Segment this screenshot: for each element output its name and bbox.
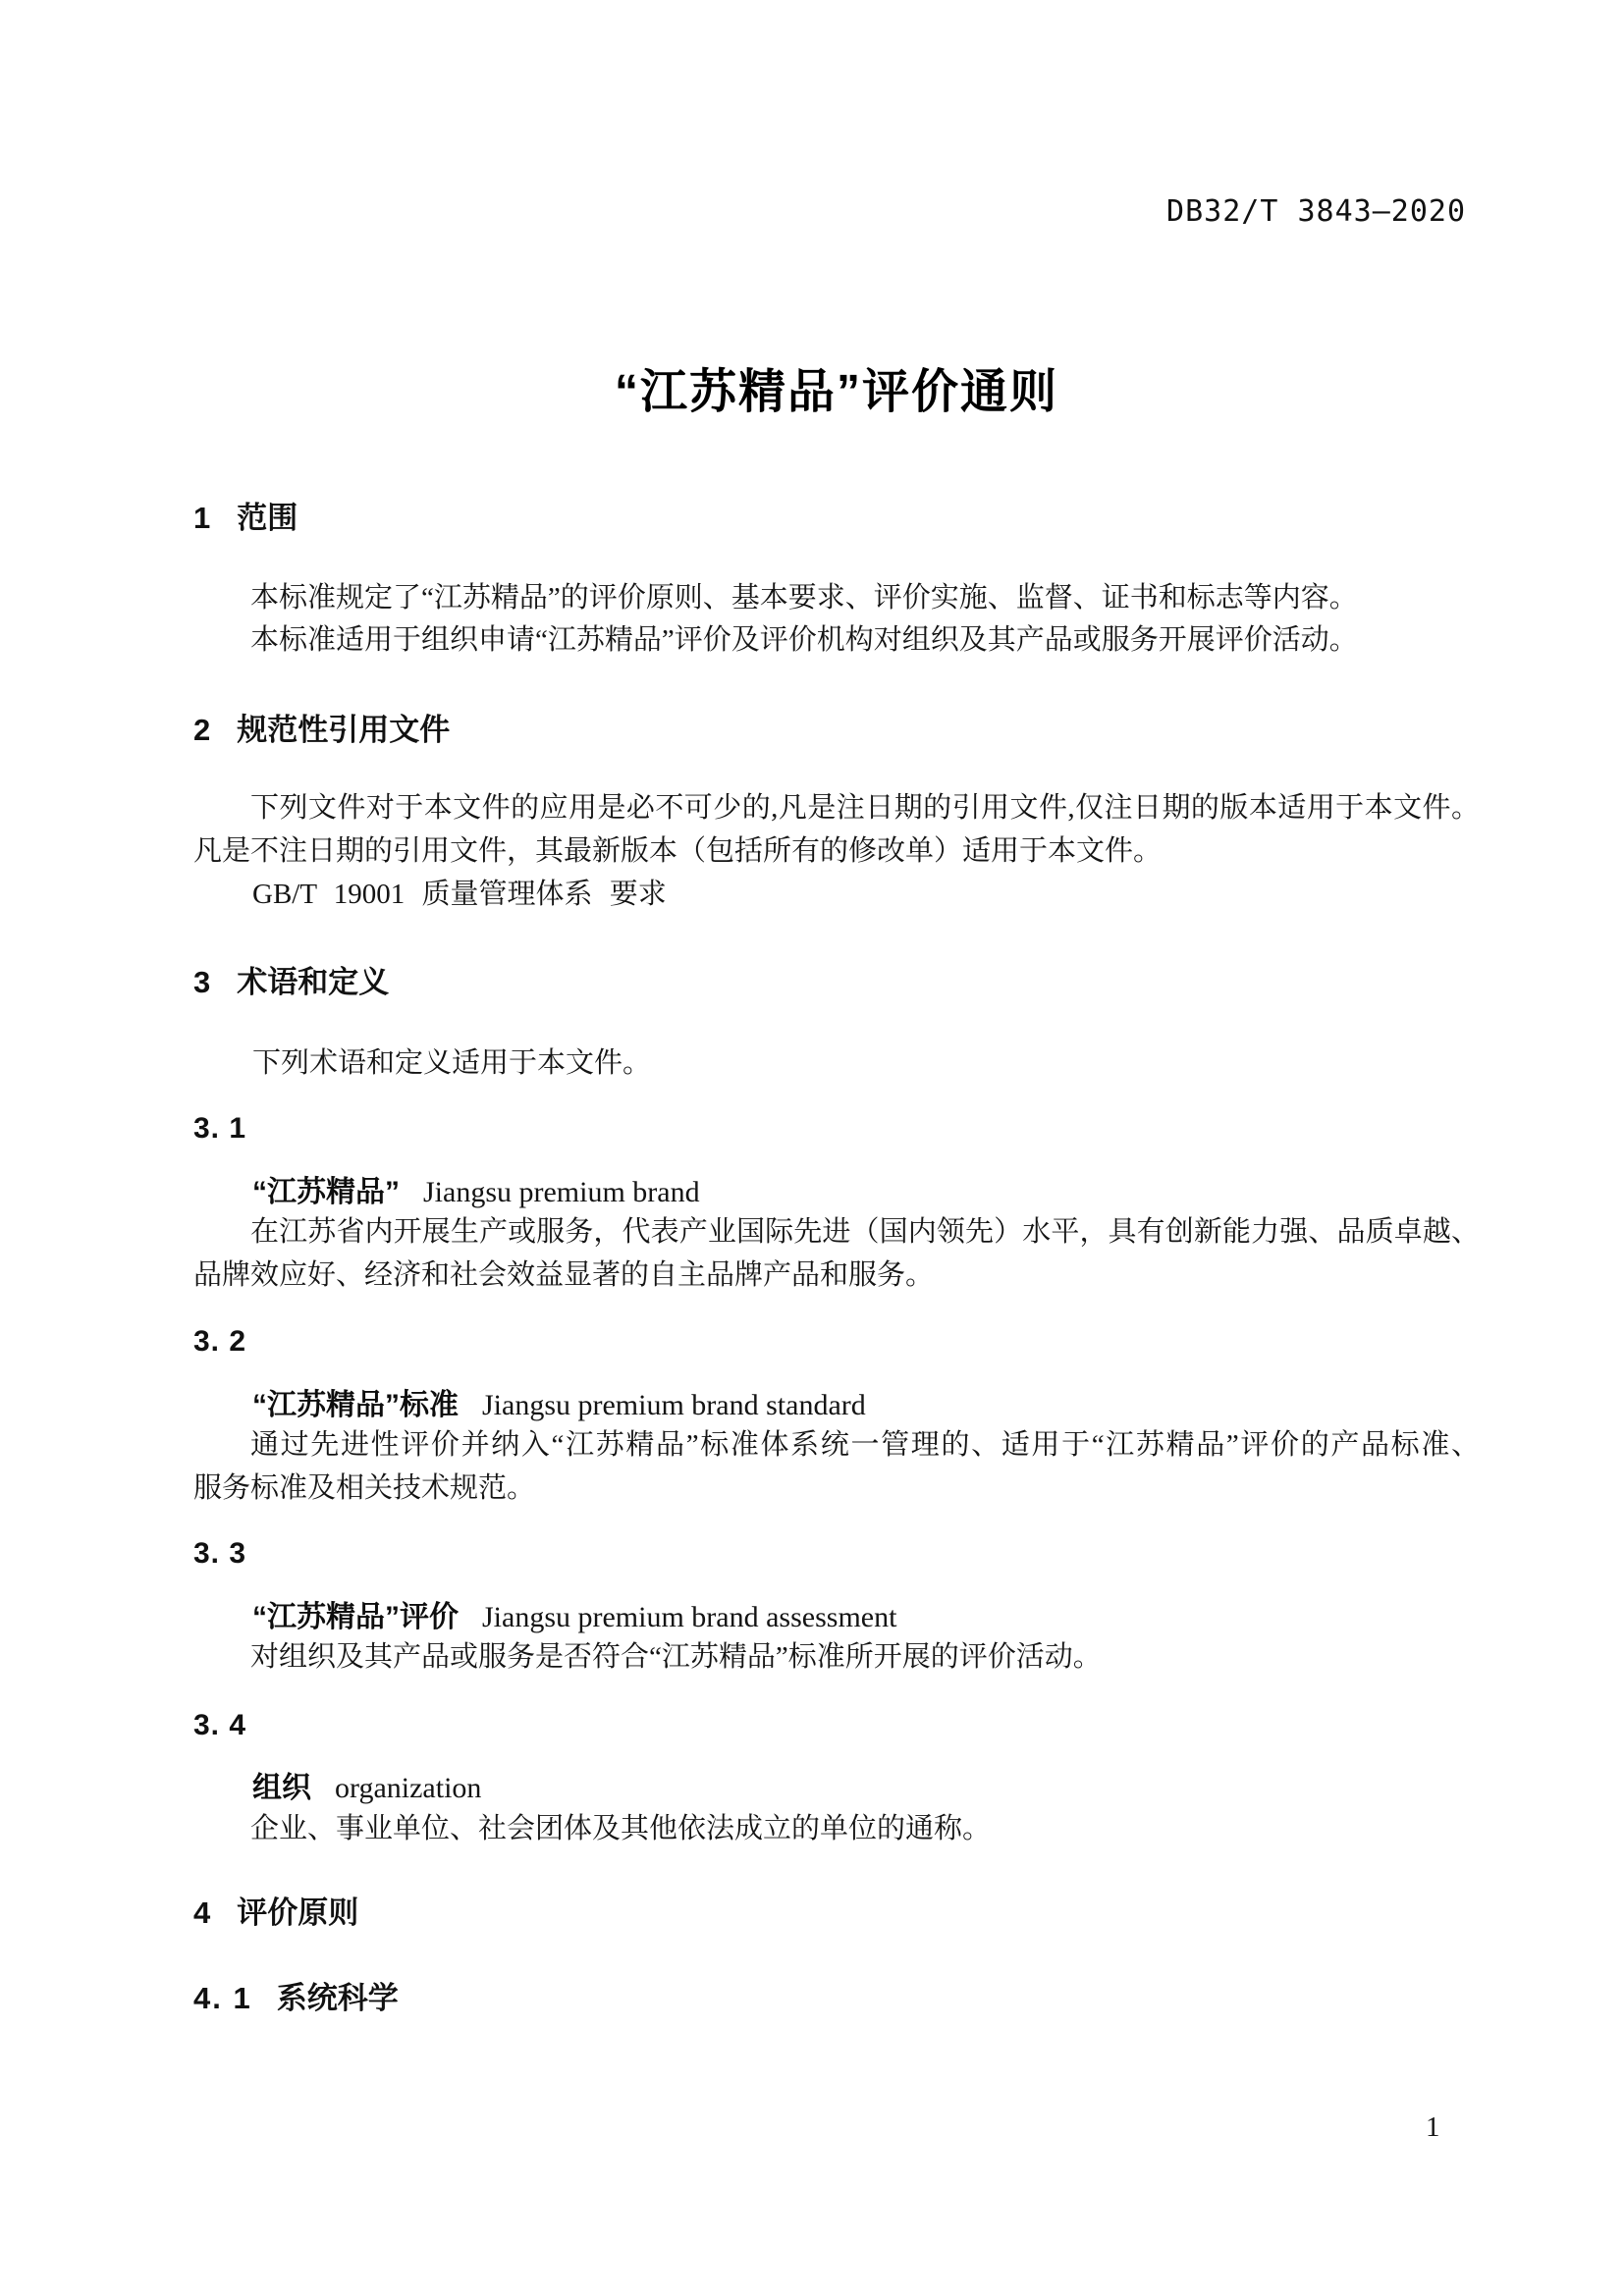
section-title: 评价原则 <box>237 1896 359 1930</box>
definition-line: 品牌效应好、经济和社会效益显著的自主品牌产品和服务。 <box>193 1259 935 1291</box>
section-number: 4. 1 <box>193 1981 252 2015</box>
term-definition <box>193 1210 1480 1297</box>
clause-number: 3. 3 <box>193 1537 247 1570</box>
definition-line: 通过先进性评价并纳入“江苏精品”标准体系统一管理的、适用于“江苏精品”评价的产品标准、 <box>250 1429 1480 1461</box>
paragraph-line: 下列文件对于本文件的应用是必不可少的,凡是注日期的引用文件,仅注日期的版本适用于本文件。 <box>250 792 1480 824</box>
clause-number: 3. 2 <box>193 1325 247 1358</box>
section-heading-scope <box>193 500 1480 537</box>
section-title: 规范性引用文件 <box>237 713 451 747</box>
term-en: Jiangsu premium brand standard <box>482 1389 866 1421</box>
term-zh: “江苏精品”评价 <box>252 1601 459 1633</box>
term-zh: “江苏精品”标准 <box>252 1389 459 1421</box>
clause-number: 3. 1 <box>193 1112 247 1145</box>
section-heading-systematic <box>193 1980 1480 2017</box>
term-en: Jiangsu premium brand <box>423 1176 700 1208</box>
normative-reference: GB/T 19001 质量管理体系 要求 <box>252 879 667 910</box>
paragraph: 本标准规定了“江苏精品”的评价原则、基本要求、评价实施、监督、证书和标志等内容。 <box>250 582 1358 614</box>
term-definition: 对组织及其产品或服务是否符合“江苏精品”标准所开展的评价活动。 <box>250 1641 1102 1673</box>
paragraph <box>193 786 1480 873</box>
doc-code: DB32/T 3843—2020 <box>1166 194 1466 229</box>
paragraph: 本标准适用于组织申请“江苏精品”评价及评价机构对组织及其产品或服务开展评价活动。 <box>250 624 1358 656</box>
definition-line: 在江苏省内开展生产或服务，代表产业国际先进（国内领先）水平，具有创新能力强、品质卓越、 <box>250 1216 1480 1248</box>
clause-number: 3. 4 <box>193 1709 247 1741</box>
page-title: “江苏精品”评价通则 <box>614 366 1058 418</box>
term-definition: 企业、事业单位、社会团体及其他依法成立的单位的通称。 <box>250 1813 992 1844</box>
terms-intro: 下列术语和定义适用于本文件。 <box>252 1047 652 1079</box>
section-heading-normative-refs <box>193 712 1480 749</box>
paragraph-line: 凡是不注日期的引用文件，其最新版本（包括所有的修改单）适用于本文件。 <box>193 835 1163 867</box>
section-heading-terms <box>193 964 1480 1001</box>
term-en: Jiangsu premium brand assessment <box>482 1601 897 1633</box>
section-number: 1 <box>193 501 213 535</box>
section-title: 系统科学 <box>276 1981 399 2015</box>
section-number: 4 <box>193 1896 213 1930</box>
term-zh: 组织 <box>252 1772 311 1804</box>
section-number: 2 <box>193 713 213 747</box>
definition-line: 服务标准及相关技术规范。 <box>193 1472 536 1504</box>
term-zh: “江苏精品” <box>252 1176 400 1208</box>
page-number: 1 <box>1426 2111 1440 2143</box>
section-title: 术语和定义 <box>237 965 390 999</box>
section-heading-principles <box>193 1895 1480 1932</box>
term-definition <box>193 1423 1480 1510</box>
term-en: organization <box>335 1772 482 1804</box>
section-title: 范围 <box>237 501 298 535</box>
section-number: 3 <box>193 965 213 999</box>
